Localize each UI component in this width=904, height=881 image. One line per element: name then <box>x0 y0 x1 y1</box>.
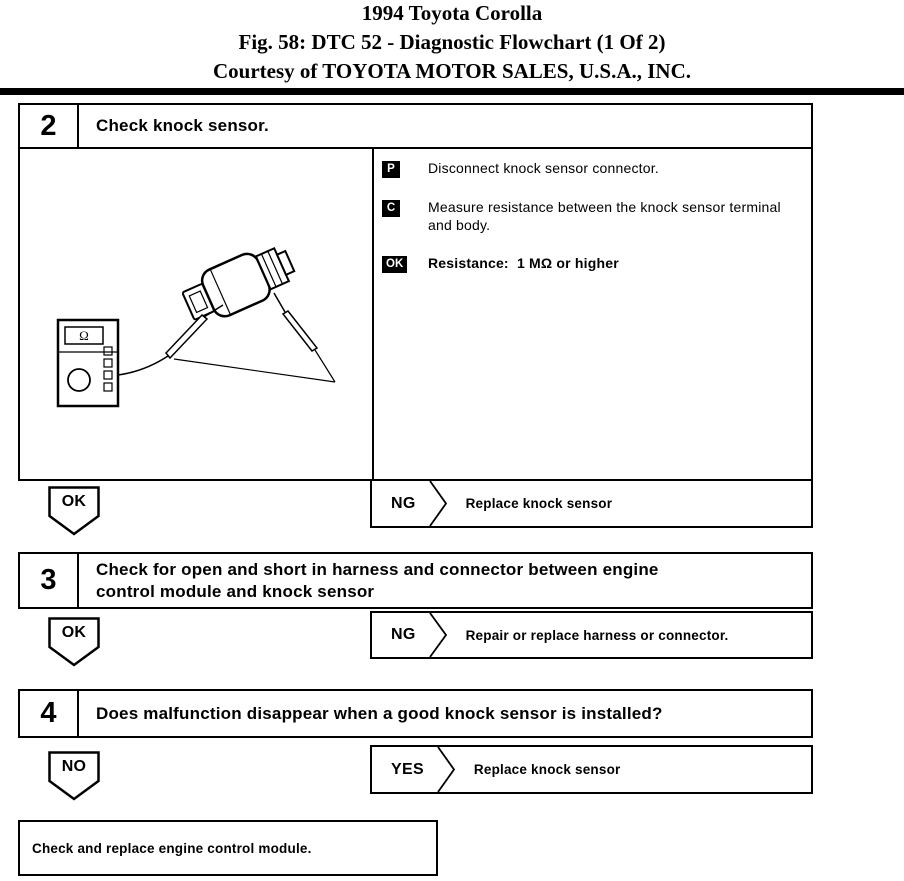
step-2-title-text: Check knock sensor. <box>96 116 269 135</box>
ng-action: Repair or replace harness or connector. <box>465 627 729 643</box>
instruction-text: Disconnect knock sensor connector. <box>428 160 659 176</box>
knock-sensor-test-illustration <box>20 149 370 479</box>
header-divider <box>0 88 904 95</box>
test-probe-icon <box>274 293 317 351</box>
step-3-number: 3 <box>18 552 79 609</box>
prepare-badge: P <box>382 161 400 178</box>
step-3-title-text: Check for open and short in harness and connector between engine control module and knock sensor <box>96 559 659 601</box>
chevron-right-icon <box>429 481 449 526</box>
step-2-number: 2 <box>18 103 79 149</box>
step-4-title <box>77 689 813 738</box>
yes-label: YES <box>391 760 424 778</box>
step-3-title <box>77 552 813 609</box>
instruction-text: Measure resistance between the knock sensor terminal and body. <box>428 199 785 233</box>
step-4-number: 4 <box>18 689 79 738</box>
instruction-row <box>382 159 805 178</box>
ng-label: NG <box>391 494 416 512</box>
figure-caption: Fig. 58: DTC 52 - Diagnostic Flowchart (1 Of 2) <box>238 30 666 54</box>
instruction-row <box>382 254 805 273</box>
courtesy-line: Courtesy of TOYOTA MOTOR SALES, U.S.A., INC. <box>212 59 692 83</box>
check-badge: C <box>382 200 400 217</box>
step-2-ok-arrow <box>48 486 100 536</box>
instruction-row <box>382 198 805 234</box>
wire <box>174 359 335 382</box>
yes-action: Replace knock sensor <box>473 762 621 777</box>
wire <box>315 350 335 382</box>
doc-title: 1994 Toyota Corolla <box>361 1 543 25</box>
chevron-right-icon <box>429 613 449 657</box>
step-2-ng-box <box>370 479 813 528</box>
chevron-right-icon <box>437 747 457 792</box>
final-action-box <box>18 820 438 876</box>
ok-label: OK <box>61 493 87 510</box>
final-action-text: Check and replace engine control module. <box>32 840 312 856</box>
ok-badge: OK <box>382 256 407 273</box>
wire <box>118 354 171 375</box>
step-2-instructions <box>374 149 811 479</box>
step-3-ng-box <box>370 611 813 659</box>
ng-action: Replace knock sensor <box>465 496 613 511</box>
step-4-yes-box <box>370 745 813 794</box>
knock-sensor-icon <box>178 238 300 329</box>
ok-label: OK <box>61 624 87 641</box>
step-2-title <box>77 103 813 149</box>
ng-label: NG <box>391 626 416 643</box>
step-2-detail-box <box>18 147 813 481</box>
ohm-symbol: Ω <box>79 328 89 343</box>
step-4-no-arrow <box>48 751 100 801</box>
ohmmeter-icon <box>58 320 118 406</box>
instruction-text: Resistance: 1 MΩ or higher <box>428 255 619 271</box>
step-3-ok-arrow <box>48 617 100 667</box>
step-4-title-text: Does malfunction disappear when a good knock sensor is installed? <box>96 703 663 723</box>
no-label: NO <box>61 758 87 775</box>
